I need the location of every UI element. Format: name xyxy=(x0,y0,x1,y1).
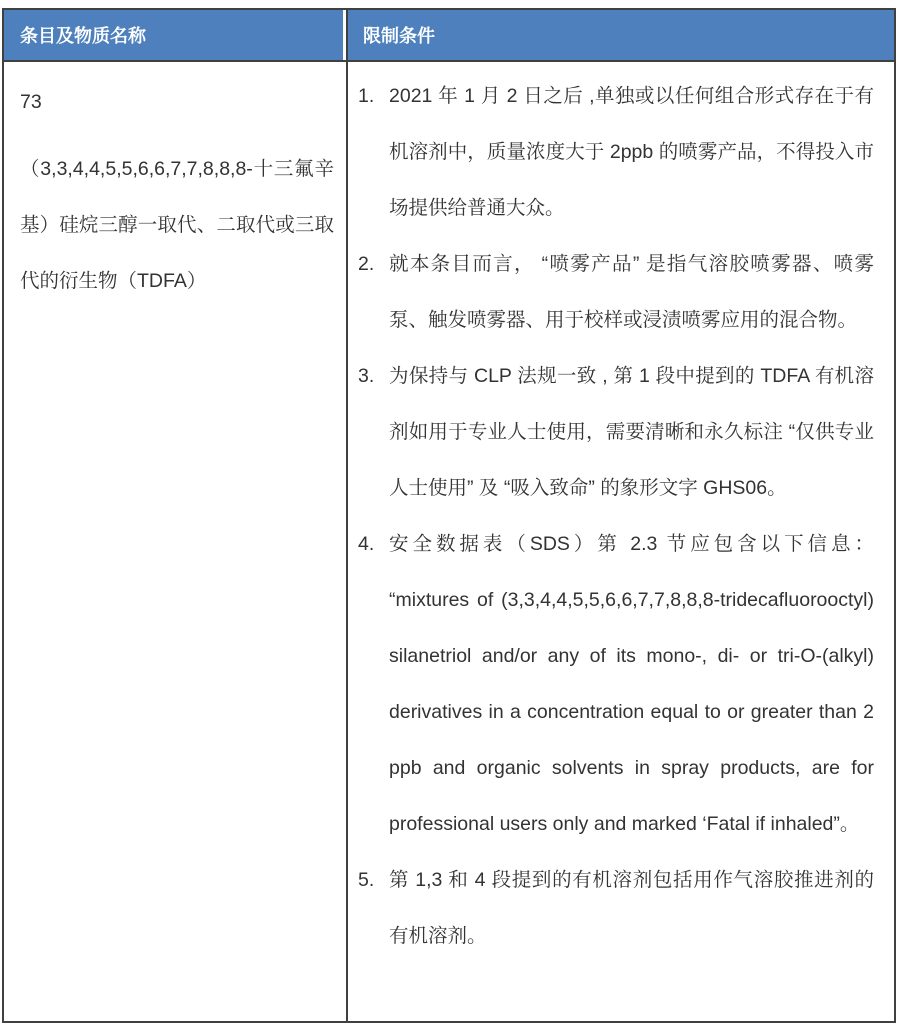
substance-cell xyxy=(4,62,346,1021)
restriction-number: 4. xyxy=(358,533,375,555)
restriction-text: 为保持与 CLP 法规一致 , 第 1 段中提到的 TDFA 有机溶剂如用于专业人士使用，需要清晰和永久标注 “仅供专业人士使用” 及 “吸入致命” 的象形文字 GHS06。 xyxy=(389,365,874,499)
table-header-row xyxy=(4,10,894,62)
restriction-item xyxy=(358,852,874,964)
restriction-item xyxy=(358,516,874,852)
substance-name: （3,3,4,4,5,5,6,6,7,7,8,8,8-十三氟辛基）硅烷三醇一取代、二取代或三取代的衍生物（TDFA） xyxy=(20,158,334,292)
column-header-restrictions: 限制条件 xyxy=(346,10,894,60)
restriction-number: 2. xyxy=(358,253,375,275)
restriction-number: 1. xyxy=(358,85,375,107)
restrictions-cell xyxy=(346,62,894,1021)
table-body-row xyxy=(4,62,894,1021)
restriction-text: 第 1,3 和 4 段提到的有机溶剂包括用作气溶胶推进剂的有机溶剂。 xyxy=(389,869,874,947)
restriction-number: 5. xyxy=(358,869,375,891)
entry-number: 73 xyxy=(20,91,42,113)
restrictions-list xyxy=(358,68,874,964)
restriction-item xyxy=(358,236,874,348)
restriction-item xyxy=(358,68,874,236)
restriction-item xyxy=(358,348,874,516)
restriction-text: 安全数据表（SDS）第 2.3 节应包含以下信息： “mixtures of (3,3,4,4,5,5,6,6,7,7,8,8,8-tridecafluorooctyl) silanetriol and/or any of its mono-, di- or tri-O-(alkyl) derivatives in a concentration equal to or greater than 2 ppb and organic solvents in spray products, are for professional users only and marked ‘Fatal if inhaled”。 xyxy=(389,533,874,835)
restriction-number: 3. xyxy=(358,365,375,387)
column-header-substance: 条目及物质名称 xyxy=(4,10,346,60)
restriction-table xyxy=(2,8,896,1023)
restriction-text: 2021 年 1 月 2 日之后 ,单独或以任何组合形式存在于有机溶剂中，质量浓度大于 2ppb 的喷雾产品，不得投入市场提供给普通大众。 xyxy=(389,85,874,219)
restriction-text: 就本条目而言， “喷雾产品” 是指气溶胶喷雾器、喷雾泵、触发喷雾器、用于校样或浸渍喷雾应用的混合物。 xyxy=(389,253,874,331)
